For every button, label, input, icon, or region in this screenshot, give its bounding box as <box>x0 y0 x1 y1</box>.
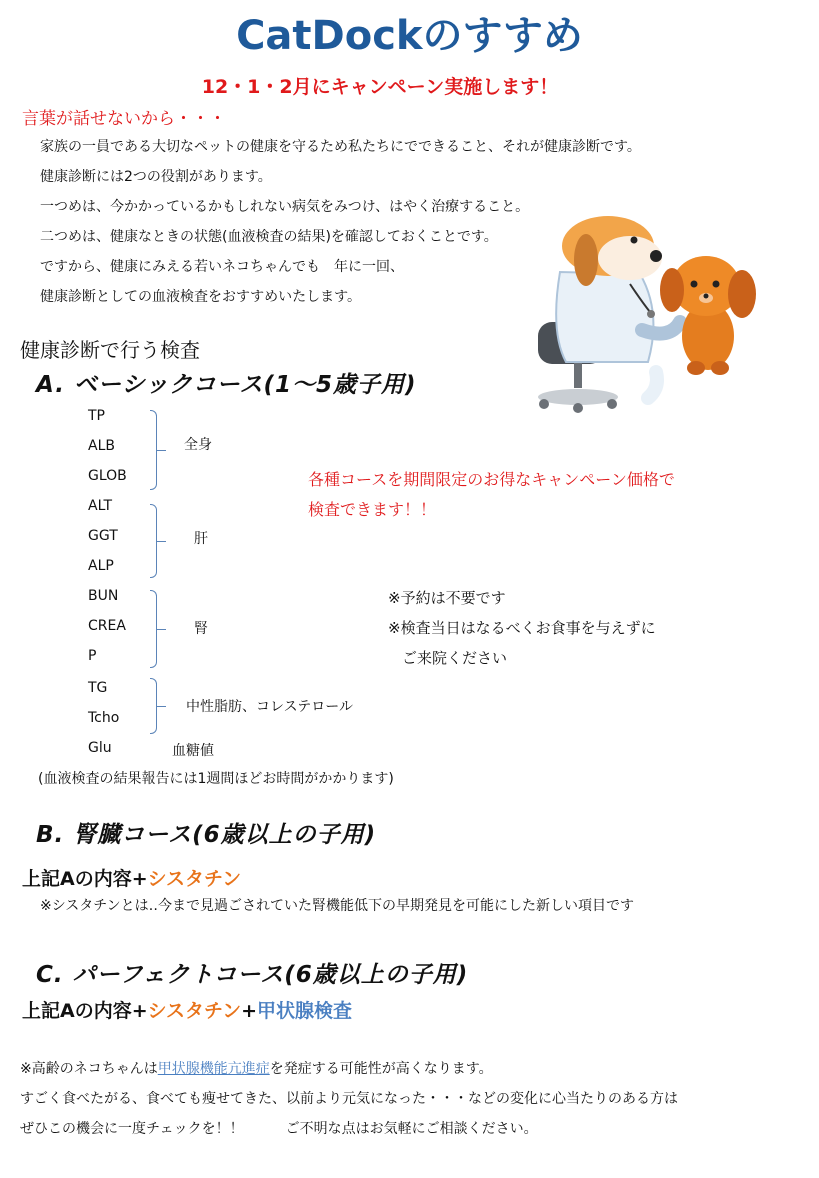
bracket-icon <box>150 504 157 578</box>
test-code: Tcho <box>88 710 120 726</box>
course-c-heading: C. パーフェクトコース(6歳以上の子用) <box>36 962 469 988</box>
course-b-prefix: 上記Aの内容+ <box>22 868 148 890</box>
course-b-note: ※シスタチンとは‥今まで見過ごされていた腎機能低下の早期発見を可能にした新しい項目です <box>40 898 634 914</box>
test-code: BUN <box>88 588 119 604</box>
closing-line-1 <box>20 1058 493 1078</box>
course-c-content <box>22 996 352 1023</box>
campaign-banner: 12・1・2月にキャンペーン実施します！ <box>201 76 559 98</box>
intro-line: 健康診断としての血液検査をおすすめいたします。 <box>40 289 362 305</box>
vet-dog-illustration <box>530 212 770 427</box>
bracket-icon <box>150 410 157 490</box>
course-b-heading: B. 腎臓コース(6歳以上の子用) <box>36 822 377 848</box>
section-heading: 健康診断で行う検査 <box>20 338 200 362</box>
intro-line: ですから、健康にみえる若いネコちゃんでも 年に一回、 <box>40 259 404 275</box>
cystatin-label: シスタチン <box>147 1000 242 1022</box>
group-label-liver: 肝 <box>194 531 208 547</box>
test-code: CREA <box>88 618 126 634</box>
test-code: GLOB <box>88 468 127 484</box>
intro-line: 二つめは、健康なときの状態(血液検査の結果)を確認しておくことです。 <box>40 229 498 245</box>
test-code: GGT <box>88 528 118 544</box>
plus-sign: + <box>241 1000 258 1022</box>
page-title: CatDockのすすめ <box>236 13 583 59</box>
cystatin-label: シスタチン <box>147 868 242 890</box>
note-line: ご来院ください <box>402 649 508 667</box>
test-code: ALB <box>88 438 115 454</box>
test-code: Glu <box>88 740 112 756</box>
note-line: ※予約は不要です <box>388 589 506 607</box>
group-label-glucose: 血糖値 <box>172 743 214 759</box>
bracket-icon <box>150 678 157 734</box>
bracket-icon <box>150 590 157 668</box>
group-label-kidney: 腎 <box>194 621 208 637</box>
promo-line: 検査できます！！ <box>308 500 437 519</box>
test-code: ALP <box>88 558 114 574</box>
intro-line: 健康診断には2つの役割があります。 <box>40 169 272 185</box>
test-code: ALT <box>88 498 113 514</box>
puppy-icon <box>660 256 756 375</box>
closing-line-3: ぜひこの機会に一度チェックを！！ ご不明な点はお気軽にご相談ください。 <box>20 1121 538 1137</box>
test-code: P <box>88 648 97 664</box>
course-a-heading: A. ベーシックコース(1～5歳子用) <box>36 372 417 398</box>
intro-line: 一つめは、今かかっているかもしれない病気をみつけ、はやく治療すること。 <box>40 199 530 215</box>
thyroid-test-label: 甲状腺検査 <box>257 1000 353 1022</box>
group-label-lipid: 中性脂肪、コレステロール <box>186 699 354 715</box>
group-label-whole-body: 全身 <box>184 437 212 453</box>
intro-line: 家族の一員である大切なペットの健康を守るため私たちにでできること、それが健康診断です。 <box>40 139 641 155</box>
intro-heading: 言葉が話せないから・・・ <box>22 109 226 129</box>
course-c-prefix: 上記Aの内容+ <box>22 1000 148 1022</box>
promo-line: 各種コースを期間限定のお得なキャンペーン価格で <box>308 470 675 489</box>
closing-line-2: すごく食べたがる、食べても痩せてきた、以前より元気になった・・・などの変化に心当たりのある方は <box>20 1091 678 1107</box>
course-b-content <box>22 864 241 891</box>
test-code: TG <box>88 680 108 696</box>
thyroid-disease-label: 甲状腺機能亢進症 <box>157 1061 270 1077</box>
closing-suffix: を発症する可能性が高くなります。 <box>269 1061 493 1077</box>
note-line: ※検査当日はなるべくお食事を与えずに <box>388 619 656 637</box>
closing-prefix: ※高齢のネコちゃんは <box>20 1061 158 1077</box>
test-code: TP <box>88 408 105 424</box>
result-note: (血液検査の結果報告には1週間ほどお時間がかかります) <box>38 771 394 787</box>
